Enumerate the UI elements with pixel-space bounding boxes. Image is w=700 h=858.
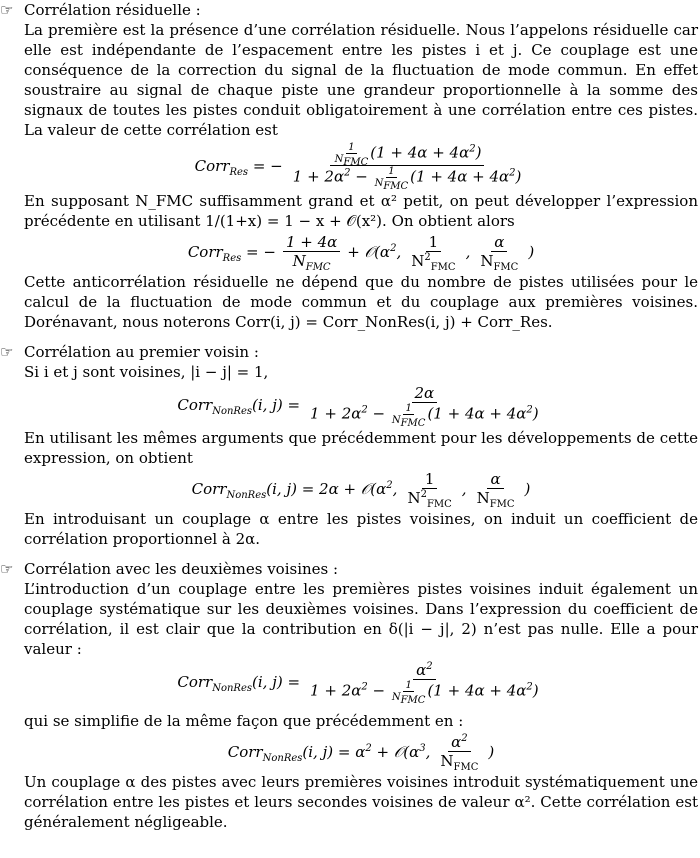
paragraph: En utilisant les mêmes arguments que précédemment pour les développements de cette expression, on obtient bbox=[24, 429, 698, 467]
section-first-neighbor-correlation bbox=[0, 342, 698, 549]
pointing-hand-icon: ☞ bbox=[0, 560, 14, 578]
equation: Corr$_{Res}$ = − 1 $N_{FMC}$ $(1 + 4\alpha + 4\alpha^2)$ $1 + 2\alpha^2$ − 1 $N_{FMC}$ $(1 + 4\alpha + 4\alpha^2)$ bbox=[194, 142, 522, 192]
section-heading: Corrélation au premier voisin : bbox=[24, 343, 259, 361]
paragraph: Cette anticorrélation résiduelle ne dépend que du nombre de pistes utilisées pour le calcul de la fluctuation de mode commun et du couplage aux premières voisines. Dorénavant, nous noterons Corr(i, j) = Corr_NonRes(i, j) + Corr_Res. bbox=[24, 273, 698, 331]
equation: Corr$_{NonRes}$(i, j) = $\alpha^2$ $1 + 2\alpha^2$ − 1 $N_{FMC}$ $(1 + 4\alpha + 4\alpha^2)$ bbox=[177, 661, 539, 706]
paragraph: Un couplage α des pistes avec leurs premières voisines introduit systématiquement une corrélation entre les pistes et leurs secondes voisines de valeur α². Cette corrélation est généralement négligeable. bbox=[24, 773, 698, 831]
paragraph: En introduisant un couplage α entre les pistes voisines, on induit un coefficient de corrélation proportionnel à 2α. bbox=[24, 510, 698, 548]
paragraph: L’introduction d’un couplage entre les premières pistes voisines induit également un couplage systématique sur les deuxièmes voisines. Dans l’expression du coefficient de corrélation, il est clair que la contribution en δ(|i − j|, 2) n’est pas nulle. Elle a pour valeur : bbox=[24, 580, 698, 658]
pointing-hand-icon: ☞ bbox=[0, 1, 14, 19]
paragraph: Si i et j sont voisines, |i − j| = 1, bbox=[24, 363, 269, 381]
equation: Corr$_{Res}$ = − $\frac{1 + 4\alpha}{N_{FMC}}$ + $𝒪(\alpha^2$, $\frac{1}{N^2_{FMC}}$ , $\frac{\alpha}{N_{FMC}}$ ) bbox=[187, 233, 535, 273]
section-heading: Corrélation avec les deuxièmes voisines : bbox=[24, 560, 339, 578]
equation: Corr$_{NonRes}$(i, $j) = 2\alpha + 𝒪(\alpha^2$, $\frac{1}{N^2_{FMC}}$ , $\frac{\alpha}{N_{FMC}}$ ) bbox=[191, 470, 531, 510]
paragraph: En supposant N_FMC suffisamment grand et α² petit, on peut développer l’expression précédente en utilisant 1/(1+x) = 1 − x + 𝒪(x²). On obtient alors bbox=[24, 192, 698, 230]
section-heading: Corrélation résiduelle : bbox=[24, 1, 201, 19]
paragraph: qui se simplifie de la même façon que précédemment en : bbox=[24, 712, 464, 730]
section-second-neighbor-correlation bbox=[0, 559, 698, 832]
equation: Corr$_{NonRes}$(i, j) = 2α $1 + 2\alpha^2$ − 1 $N_{FMC}$ $(1 + 4\alpha + 4\alpha^2)$ bbox=[177, 384, 539, 429]
pointing-hand-icon: ☞ bbox=[0, 343, 14, 361]
paragraph: La première est la présence d’une corrélation résiduelle. Nous l’appelons résiduelle car elle est indépendante de l’espacement entre les pistes i et j. Ce couplage est une conséquence de la correction du signal de la fluctuation de mode commun. En effet soustraire au signal de chaque piste une grandeur proportionnelle à la somme des signaux de toutes les pistes conduit obligatoirement à une corrélation entre ces pistes. La valeur de cette corrélation est bbox=[24, 21, 698, 139]
equation: Corr$_{NonRes}$(i, $j) = \alpha^2$ + $𝒪(\alpha^3$, $\frac{\alpha^2}{N_{FMC}}$ ) bbox=[227, 733, 495, 773]
section-residual-correlation bbox=[0, 0, 698, 332]
